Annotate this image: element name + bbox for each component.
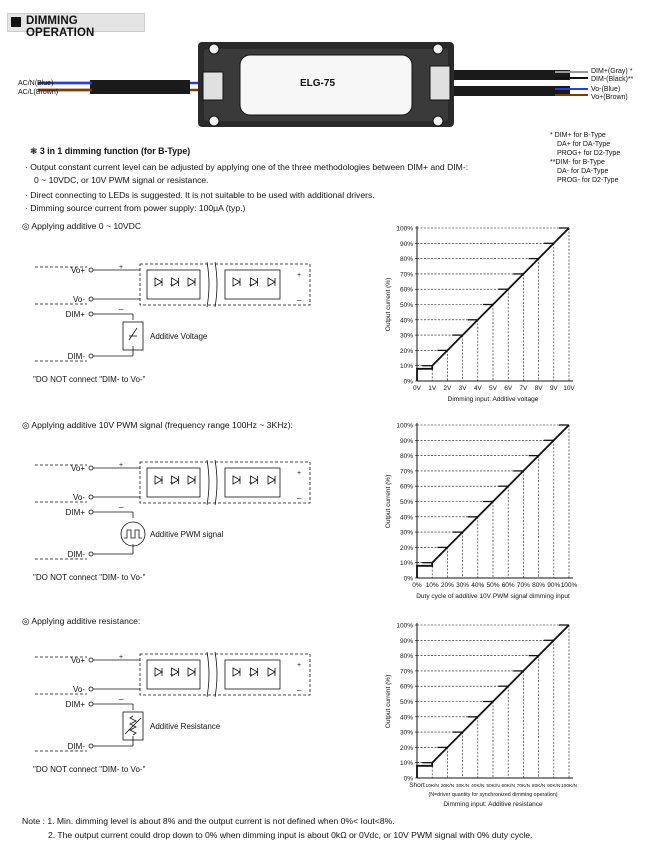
y-tick-label: 0% xyxy=(403,378,413,386)
bullet-1: · Output constant current level can be adjusted by applying one of the three methodologies between DIM+ and DIM-: xyxy=(25,162,469,172)
y-tick-label: 60% xyxy=(399,286,413,294)
y-tick-label: 30% xyxy=(399,332,413,340)
pin-terminal xyxy=(89,658,93,662)
y-tick-label: 10% xyxy=(399,560,413,568)
x-tick-label: 70% xyxy=(516,582,530,589)
section-3-title-text: Applying additive resistance: xyxy=(31,616,141,626)
x-tick-label: 6V xyxy=(504,385,513,392)
y-tick-label: 80% xyxy=(399,453,413,461)
y-tick-label: 80% xyxy=(399,653,413,661)
x-tick-label: 7V xyxy=(519,385,528,392)
pin-label-0: Vo+ xyxy=(70,464,85,473)
svg-text:...: ... xyxy=(248,478,255,485)
x-tick-label: 50K/N xyxy=(486,784,500,789)
svg-text:+: + xyxy=(297,272,302,279)
pin-terminal xyxy=(89,354,93,358)
pin-label-0: Vo+ xyxy=(70,656,85,665)
bullet-2-text: Direct connecting to LEDs is suggested. It is not suitable to be used with additional drivers. xyxy=(30,190,375,200)
y-tick-label: 30% xyxy=(399,729,413,737)
section-1-title: ◎ Applying additive 0 ~ 10VDC xyxy=(22,221,142,231)
y-tick-label: 20% xyxy=(399,744,413,752)
y-tick-label: 100% xyxy=(396,225,413,233)
footnote-right-6: PROG- for D2-Type xyxy=(557,177,619,184)
y-tick-label: 90% xyxy=(399,437,413,445)
source-label: Additive Resistance xyxy=(150,722,221,731)
footnote-right-5: DA- for DA-Type xyxy=(557,168,609,175)
y-tick-label: 60% xyxy=(399,483,413,491)
y-tick-label: 60% xyxy=(399,683,413,691)
x-tick-label: 30% xyxy=(456,582,470,589)
pin-label-1: Vo- xyxy=(72,685,85,694)
source-label: Additive PWM signal xyxy=(150,530,224,539)
wire-label-dimminus: DIM-(Black)** xyxy=(591,76,634,83)
x-tick-label: 40% xyxy=(471,582,485,589)
circuit-note: "DO NOT connect "DIM- to Vo-" xyxy=(33,765,146,774)
section-title: DIMMING OPERATION xyxy=(26,15,95,39)
svg-text:...: ... xyxy=(169,280,176,287)
svg-text:_: _ xyxy=(119,691,124,700)
pin-label-2: DIM+ xyxy=(65,310,85,319)
x-tick-label: 20% xyxy=(440,582,454,589)
x-tick-label: 1V xyxy=(428,385,437,392)
wire-label-vominus: Vo-(Blue) xyxy=(591,86,621,93)
y-tick-label: 30% xyxy=(399,529,413,537)
pin-label-0: Vo+ xyxy=(70,266,85,275)
bullet-3-text: Dimming source current from power supply: 100μA (typ.) xyxy=(30,203,246,213)
pin-terminal xyxy=(89,687,93,691)
x-tick-label: 70K/N xyxy=(516,784,531,789)
function-title xyxy=(30,146,190,157)
y-axis-label: Output current (%) xyxy=(385,474,392,529)
x-tick-label: 8V xyxy=(534,385,543,392)
svg-text:+: + xyxy=(297,662,302,669)
y-tick-label: 90% xyxy=(399,240,413,248)
x-tick-label: 10V xyxy=(563,385,575,392)
svg-text:_: _ xyxy=(119,499,124,508)
wire-label-voplus: Vo+(Brown) xyxy=(591,94,628,101)
x-tick-label: 100K/N xyxy=(561,784,577,789)
y-tick-label: 80% xyxy=(399,256,413,264)
device-drawing xyxy=(0,0,650,140)
x-tick-label: 4V xyxy=(473,385,482,392)
y-tick-label: 100% xyxy=(396,622,413,630)
bullet-3: · Dimming source current from power supply: 100μA (typ.) xyxy=(25,203,246,213)
notes-label: Note : xyxy=(22,816,45,826)
wire-label-dimplus: DIM+(Gray) * xyxy=(591,68,633,75)
x-tick-label: 80% xyxy=(532,582,546,589)
y-tick-label: 0% xyxy=(403,575,413,583)
y-tick-label: 10% xyxy=(399,760,413,768)
pin-terminal xyxy=(89,702,93,706)
circuit-diagram-2 xyxy=(25,460,335,595)
y-axis-label: Output current (%) xyxy=(385,674,392,729)
asterisk-icon: ❃ xyxy=(30,146,38,156)
y-tick-label: 50% xyxy=(399,302,413,309)
y-tick-label: 10% xyxy=(399,363,413,371)
bullet-2: · Direct connecting to LEDs is suggested. It is not suitable to be used with additional drivers. xyxy=(25,190,375,200)
section-2-title: ◎ Applying additive 10V PWM signal (frequency range 100Hz ~ 3KHz): xyxy=(22,420,293,430)
x-tick-label: 9V xyxy=(549,385,558,392)
x-tick-label: 3V xyxy=(458,385,467,392)
footnote-right-4: **DIM- for B-Type xyxy=(550,159,605,166)
x-tick-label: 60K/N xyxy=(501,784,515,789)
y-tick-label: 90% xyxy=(399,637,413,645)
chart-pwm xyxy=(370,412,590,607)
y-tick-label: 50% xyxy=(399,499,413,506)
source-label: Additive Voltage xyxy=(150,332,208,341)
wire-label-acn: AC/N(Blue) xyxy=(18,80,54,87)
device-model: ELG-75 xyxy=(300,78,336,89)
section-3-title: ◎ Applying additive resistance: xyxy=(22,616,141,626)
note-2: 2. The output current could drop down to 0% when dimming input is about 0kΩ or 0Vdc, or 10V PWM signal with 0% duty cycle. xyxy=(48,830,533,840)
x-axis-label: Dimming input: Additive voltage xyxy=(447,396,539,403)
svg-text:+: + xyxy=(119,654,124,661)
x-tick-label: 0% xyxy=(412,582,422,589)
pin-label-2: DIM+ xyxy=(65,700,85,709)
svg-text:_: _ xyxy=(297,292,302,301)
x-tick-label: 2V xyxy=(443,385,452,392)
pin-terminal xyxy=(89,297,93,301)
svg-text:...: ... xyxy=(169,670,176,677)
svg-text:...: ... xyxy=(248,670,255,677)
x-tick-label: 10K/N xyxy=(425,784,439,789)
y-axis-label: Output current (%) xyxy=(385,277,392,332)
circuit-diagram-3 xyxy=(25,652,335,787)
x-axis-label: Duty cycle of additive 10V PWM signal dimming input xyxy=(416,593,570,600)
pin-terminal xyxy=(89,268,93,272)
x-tick-label: 40K/N xyxy=(471,784,485,789)
x-tick-label: 90K/N xyxy=(547,784,561,789)
y-tick-label: 0% xyxy=(403,775,413,783)
pin-label-1: Vo- xyxy=(72,295,85,304)
x-tick-label: 90% xyxy=(547,582,561,589)
x-axis-sublabel: (N=driver quantity for synchronized dimming operation) xyxy=(428,792,558,798)
x-tick-label: 80K/N xyxy=(531,784,546,789)
footnote-right-3: PROG+ for D2-Type xyxy=(557,150,621,157)
footnote-right-2: DA+ for DA-Type xyxy=(557,141,611,148)
x-tick-label: 50% xyxy=(486,582,500,589)
notes-line-1 xyxy=(22,816,395,827)
bullet-1-text: Output constant current level can be adjusted by applying one of the three methodologies between DIM+ and DIM-: xyxy=(30,162,469,172)
pin-label-3: DIM- xyxy=(67,742,85,751)
pin-label-2: DIM+ xyxy=(65,508,85,517)
section-1-title-text: Applying additive 0 ~ 10VDC xyxy=(31,221,142,231)
pin-terminal xyxy=(89,495,93,499)
pwm-source-icon xyxy=(121,522,145,546)
pin-label-1: Vo- xyxy=(72,493,85,502)
y-tick-label: 70% xyxy=(399,468,413,476)
note-1: 1. Min. dimming level is about 8% and the output current is not defined when 0%< Iout<8%. xyxy=(47,816,395,826)
section-2-title-text: Applying additive 10V PWM signal (frequency range 100Hz ~ 3KHz): xyxy=(31,420,293,430)
y-tick-label: 70% xyxy=(399,668,413,676)
x-tick-label: Short xyxy=(409,782,425,789)
pin-terminal xyxy=(89,744,93,748)
svg-text:_: _ xyxy=(297,682,302,691)
x-tick-label: 60% xyxy=(501,582,515,589)
bullet-1-cont: 0 ~ 10VDC, or 10V PWM signal or resistance. xyxy=(34,175,209,185)
x-axis-label: Dimming input: Additive resistance xyxy=(443,801,543,808)
svg-text:+: + xyxy=(119,264,124,271)
x-tick-label: 20K/N xyxy=(440,784,455,789)
svg-text:_: _ xyxy=(297,490,302,499)
chart-additive-voltage xyxy=(370,215,590,410)
y-tick-label: 40% xyxy=(399,514,413,522)
svg-text:+: + xyxy=(119,462,124,469)
pin-terminal xyxy=(89,466,93,470)
y-tick-label: 70% xyxy=(399,271,413,279)
x-tick-label: 5V xyxy=(489,385,497,392)
chart-resistance xyxy=(370,612,590,817)
y-tick-label: 20% xyxy=(399,347,413,355)
x-tick-label: 10% xyxy=(425,582,439,589)
y-tick-label: 50% xyxy=(399,699,413,706)
svg-text:_: _ xyxy=(119,301,124,310)
y-tick-label: 40% xyxy=(399,317,413,325)
pin-label-3: DIM- xyxy=(67,550,85,559)
function-title-text: 3 in 1 dimming function (for B-Type) xyxy=(39,146,191,156)
y-tick-label: 20% xyxy=(399,544,413,552)
pin-terminal xyxy=(89,510,93,514)
pin-terminal xyxy=(89,312,93,316)
pin-terminal xyxy=(89,552,93,556)
svg-text:...: ... xyxy=(248,280,255,287)
x-tick-label: 0V xyxy=(413,385,421,392)
svg-text:+: + xyxy=(297,470,302,477)
circuit-note: "DO NOT connect "DIM- to Vo-" xyxy=(33,573,146,582)
y-tick-label: 40% xyxy=(399,714,413,722)
x-tick-label: 30K/N xyxy=(455,784,470,789)
x-tick-label: 100% xyxy=(560,582,578,589)
pin-label-3: DIM- xyxy=(67,352,85,361)
y-tick-label: 100% xyxy=(396,422,413,430)
circuit-diagram-1 xyxy=(25,262,335,397)
wire-label-acl: AC/L(Brown) xyxy=(18,89,59,96)
circuit-note: "DO NOT connect "DIM- to Vo-" xyxy=(33,375,146,384)
footnote-right-1: * DIM+ for B-Type xyxy=(550,132,606,139)
svg-text:...: ... xyxy=(169,478,176,485)
